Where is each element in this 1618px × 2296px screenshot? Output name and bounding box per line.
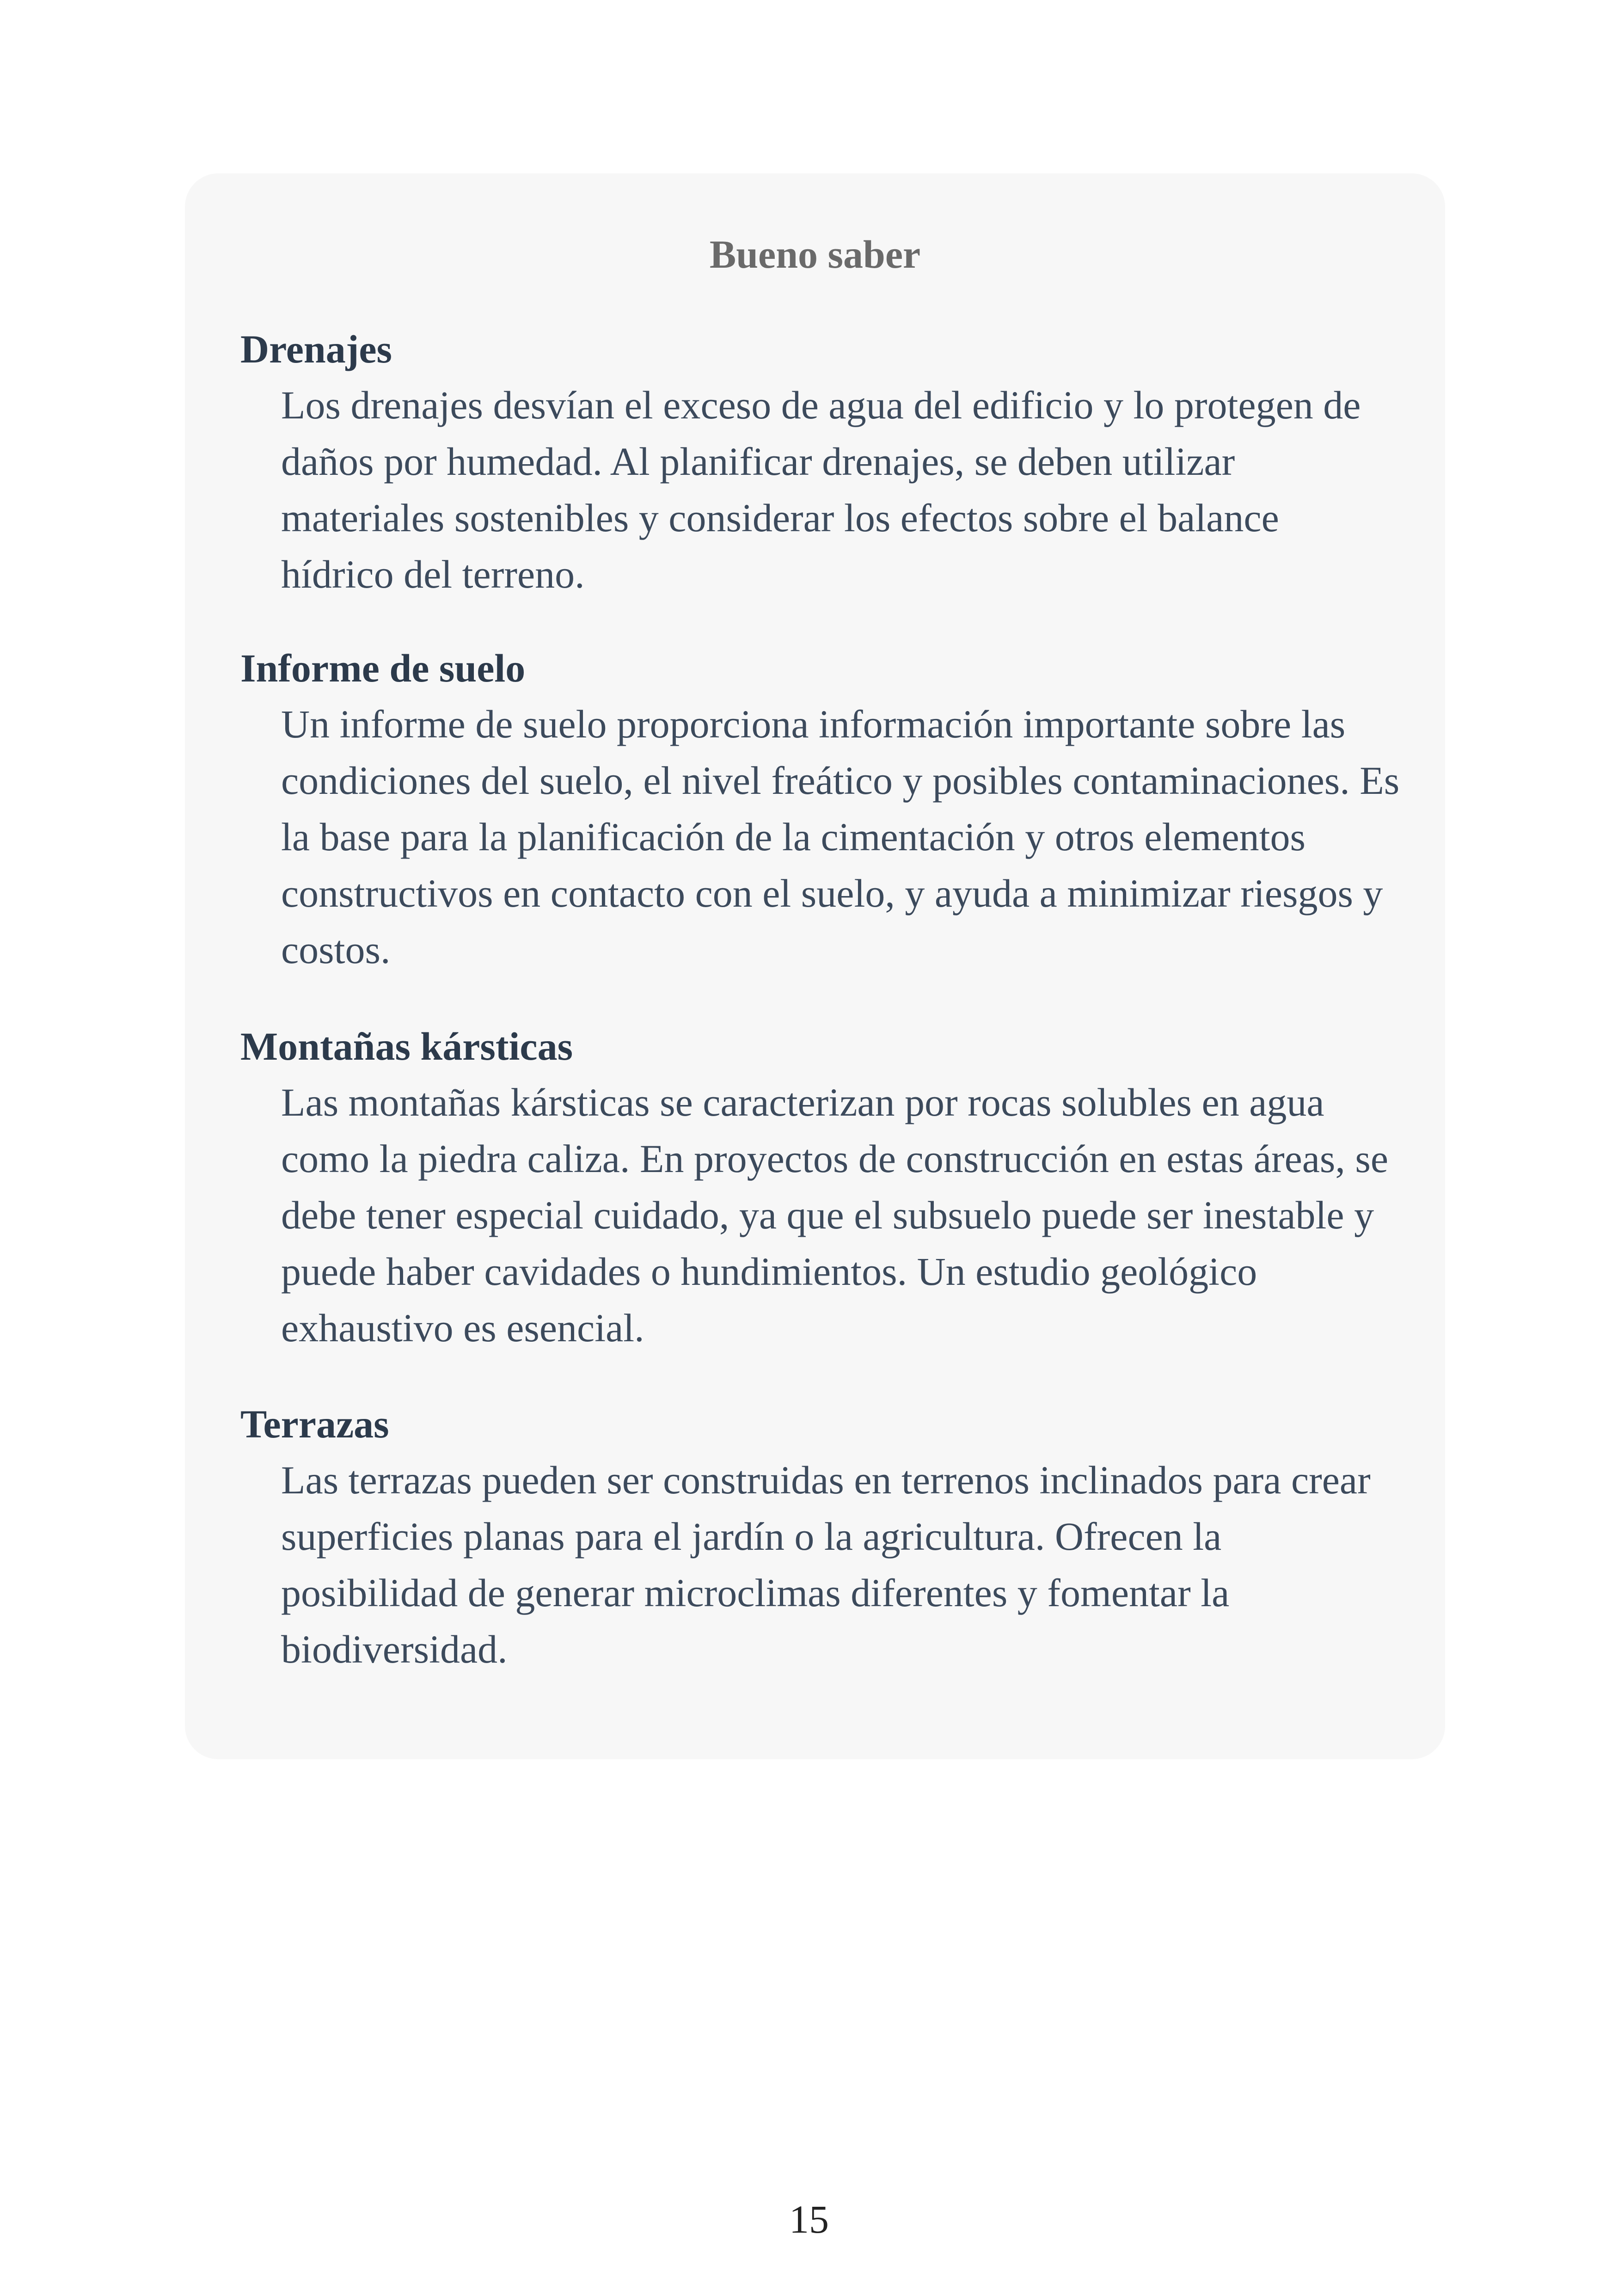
term-description: Los drenajes desvían el exceso de agua del edificio y lo protegen de daños por humedad. Al planificar drenajes, se deben utilizar materiales sostenibles y considerar los efectos sobre el balance hídrico del terreno. — [281, 383, 1361, 596]
section-informe-de-suelo — [240, 640, 1401, 978]
term-description: Las montañas kársticas se caracterizan por rocas solubles en agua como la piedra caliza. En proyectos de construcción en estas áreas, se debe tener especial cuidado, ya que el subsuelo puede ser inestable y puede haber cavidades o hundimientos. Un estudio geológico exhaustivo es esencial. — [281, 1080, 1389, 1350]
term-heading: Informe de suelo — [240, 646, 526, 690]
term-description: Un informe de suelo proporciona información importante sobre las condiciones del suelo, el nivel freático y posibles contaminaciones. Es la base para la planificación de la cimentación y otros elementos constructivos en contacto con el suelo, y ayuda a minimizar riesgos y costos. — [281, 702, 1400, 972]
term-heading: Drenajes — [240, 327, 392, 371]
section-terrazas — [240, 1396, 1401, 1677]
term-heading: Terrazas — [240, 1402, 389, 1446]
term-description: Las terrazas pueden ser construidas en terrenos inclinados para crear superficies planas para el jardín o la agricultura. Ofrecen la posibilidad de generar microclimas diferentes y fomentar la biodiversidad. — [281, 1458, 1371, 1671]
section-drenajes — [240, 321, 1401, 602]
section-montanas-karsticas — [240, 1019, 1401, 1356]
term-heading: Montañas kársticas — [240, 1024, 573, 1068]
page-number: 15 — [789, 2197, 829, 2241]
info-box-title: Bueno saber — [709, 232, 921, 276]
info-box — [185, 173, 1445, 1759]
